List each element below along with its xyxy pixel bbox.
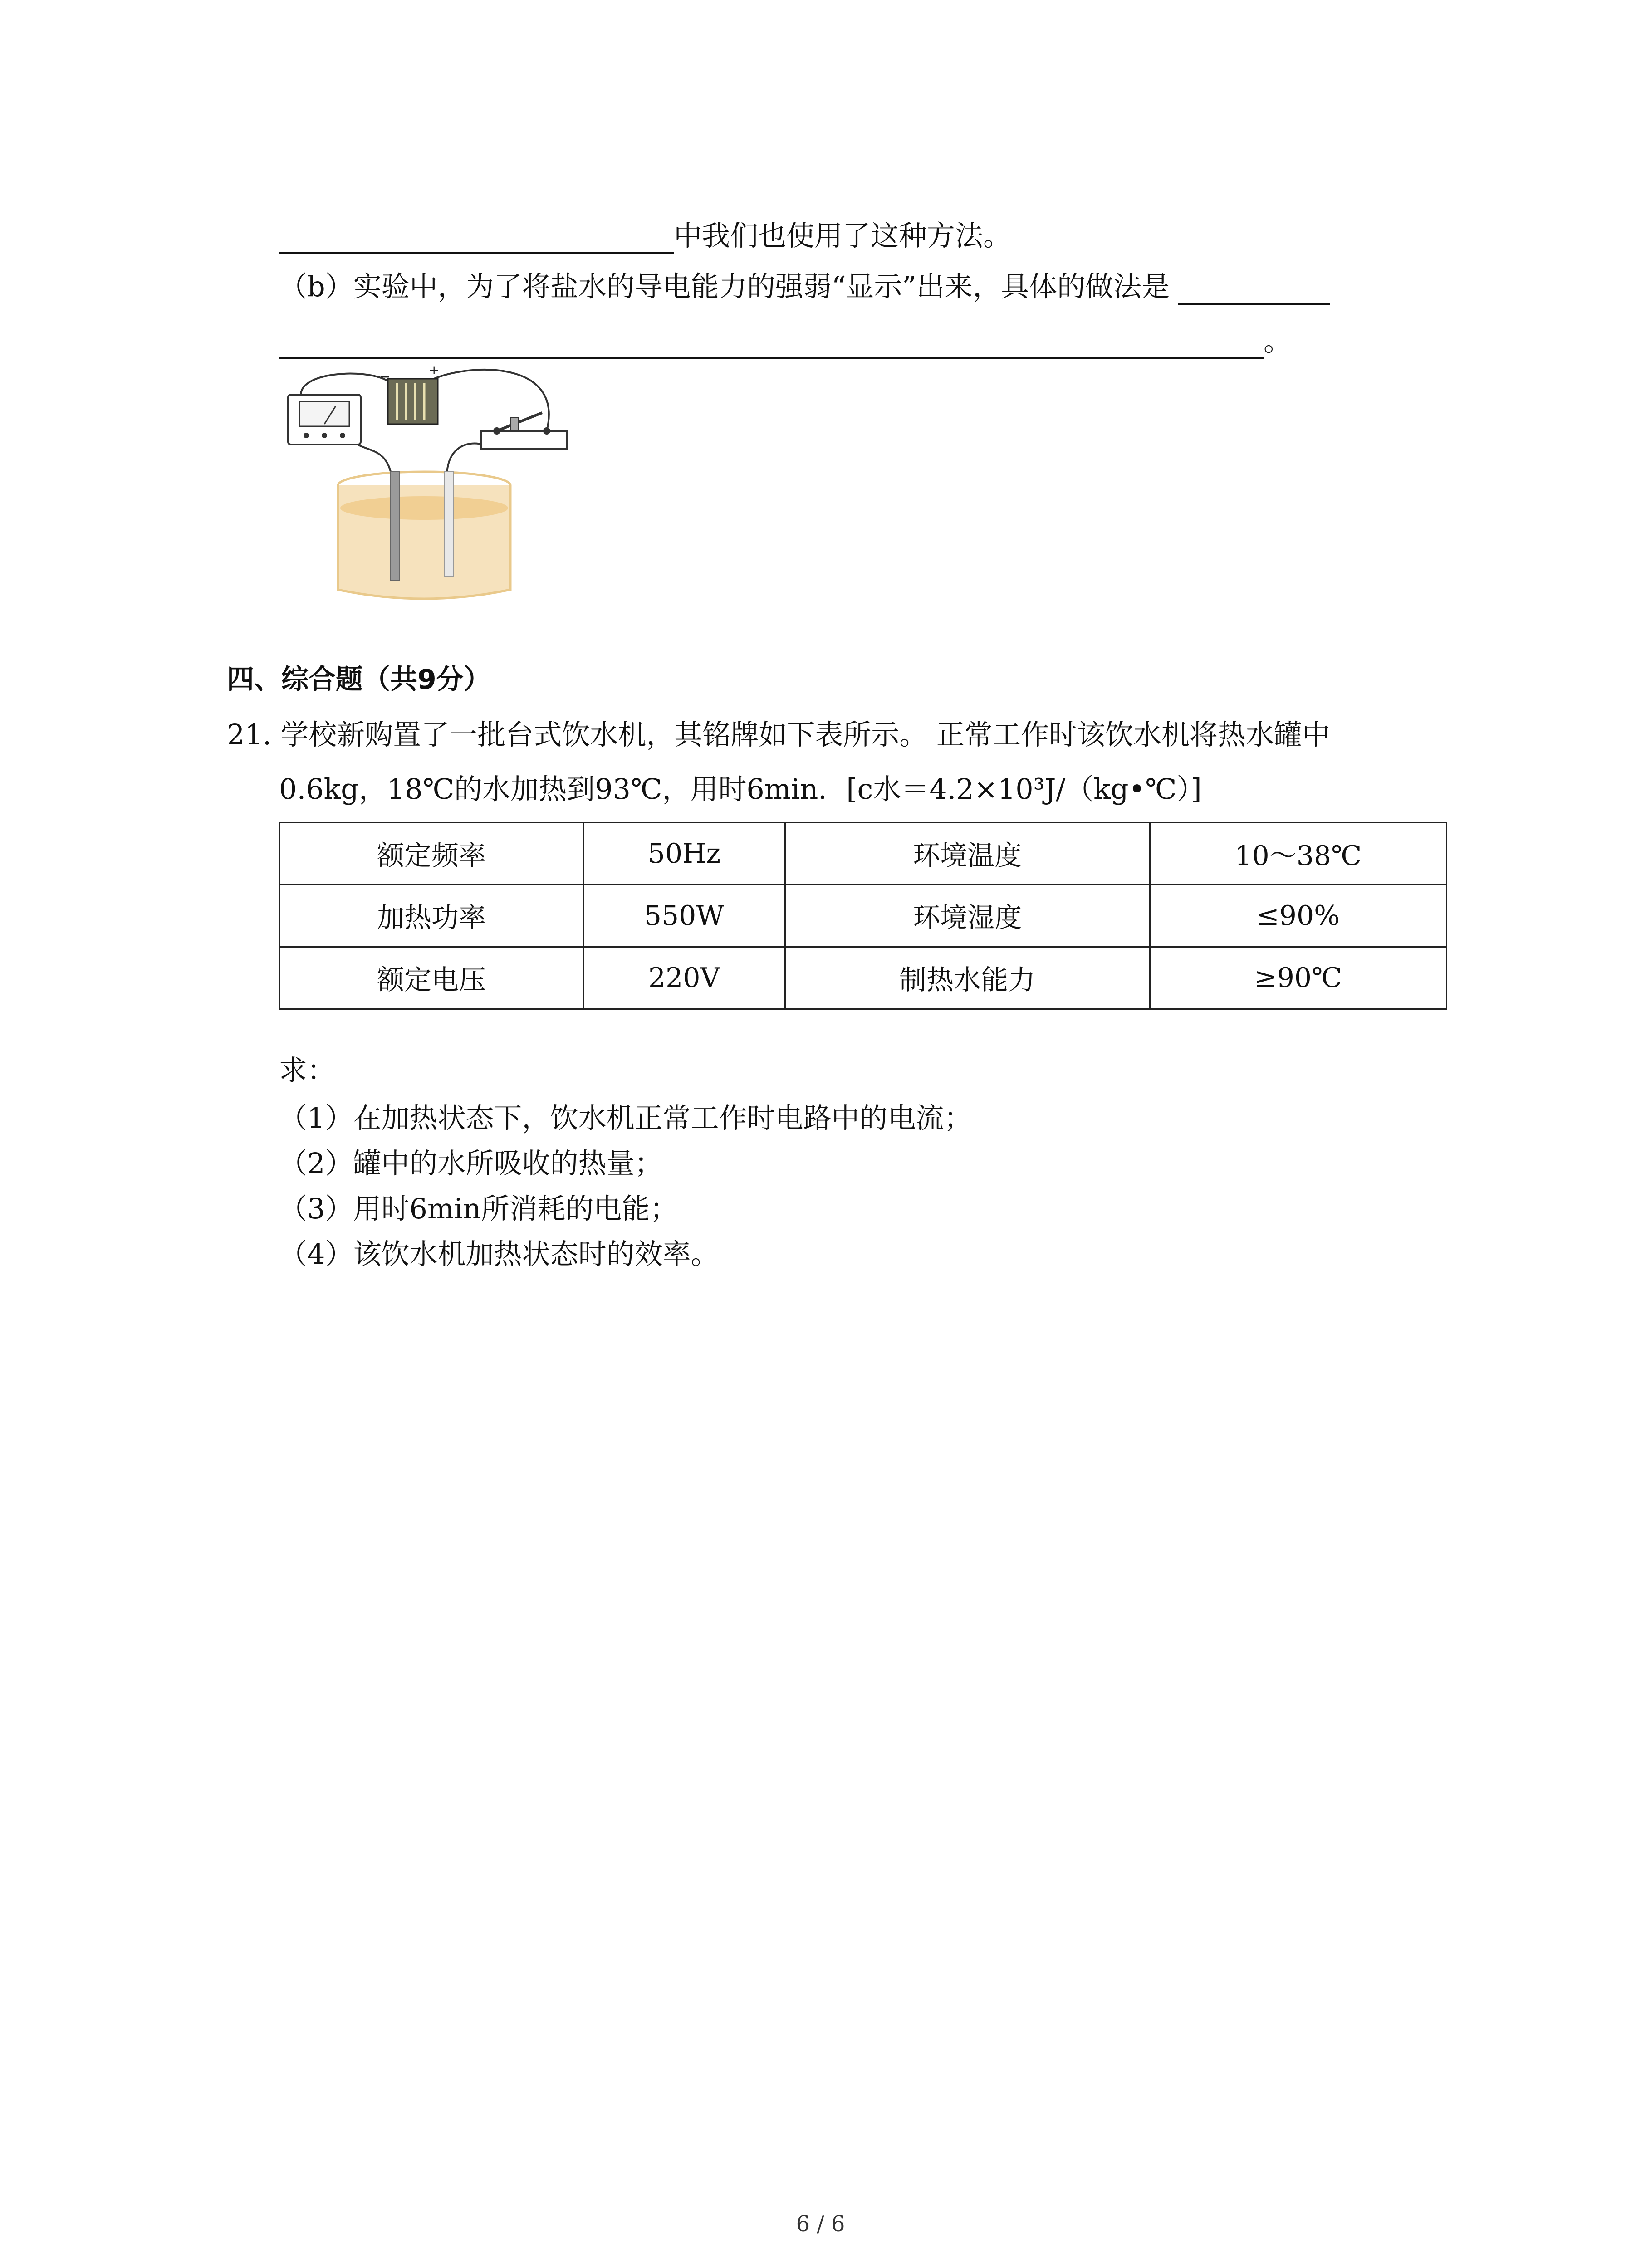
wire	[429, 370, 549, 431]
table-cell: 550W	[583, 885, 785, 947]
q21-stem-line1: 21. 学校新购置了一批台式饮水机，其铭牌如下表所示。 正常工作时该饮水机将热水罐中	[227, 718, 1331, 751]
table-cell: 加热功率	[280, 885, 583, 947]
answer-blank[interactable]	[279, 328, 1264, 359]
answer-blank[interactable]	[1178, 274, 1330, 305]
electrode-left	[390, 472, 399, 581]
table-cell: 50Hz	[583, 823, 785, 885]
table-cell: 10～38℃	[1150, 823, 1446, 885]
svg-text:+: +	[429, 363, 440, 377]
table-cell: ≥90℃	[1150, 947, 1446, 1009]
ask-label: 求：	[279, 1054, 336, 1087]
svg-text:−: −	[380, 369, 391, 384]
table-row	[280, 823, 1447, 885]
sub-question-2: （2）罐中的水所吸收的热量；	[279, 1147, 663, 1180]
q21-stem-line2: 0.6kg，18℃的水加热到93℃，用时6min．[c水＝4.2×10³J/（kg•℃）]	[279, 772, 1202, 806]
electrode-right	[445, 472, 454, 576]
q20-line3-end: 。	[1264, 324, 1292, 357]
table-cell: 额定频率	[280, 823, 583, 885]
circuit-figure	[274, 363, 583, 617]
table-cell: 额定电压	[280, 947, 583, 1009]
table-row	[280, 885, 1447, 947]
q20-line3	[279, 323, 1292, 359]
q20-line1	[279, 218, 1011, 254]
spec-table	[279, 822, 1447, 1010]
sub-question-4: （4）该饮水机加热状态时的效率。	[279, 1237, 719, 1271]
battery-icon	[380, 363, 439, 424]
table-cell: 环境湿度	[785, 885, 1150, 947]
section-title: 四、综合题（共9分）	[227, 664, 491, 695]
q20-line1-text: 中我们也使用了这种方法。	[674, 219, 1012, 252]
table-cell: 220V	[583, 947, 785, 1009]
table-cell: ≤90%	[1150, 885, 1446, 947]
sub-question-3: （3）用时6min所消耗的电能；	[279, 1192, 678, 1225]
answer-blank[interactable]	[279, 223, 674, 254]
beaker-icon	[338, 472, 510, 599]
ammeter-icon	[288, 395, 361, 445]
table-cell: 环境温度	[785, 823, 1150, 885]
switch-icon	[481, 413, 567, 449]
table-row	[280, 947, 1447, 1009]
table-cell: 制热水能力	[785, 947, 1150, 1009]
sub-question-1: （1）在加热状态下，饮水机正常工作时电路中的电流；	[279, 1101, 972, 1134]
q20-line2	[279, 269, 1330, 305]
page-number: 6 / 6	[796, 2211, 845, 2237]
q20-line2-text: （b）实验中，为了将盐水的导电能力的强弱“显示”出来，具体的做法是	[279, 270, 1170, 303]
